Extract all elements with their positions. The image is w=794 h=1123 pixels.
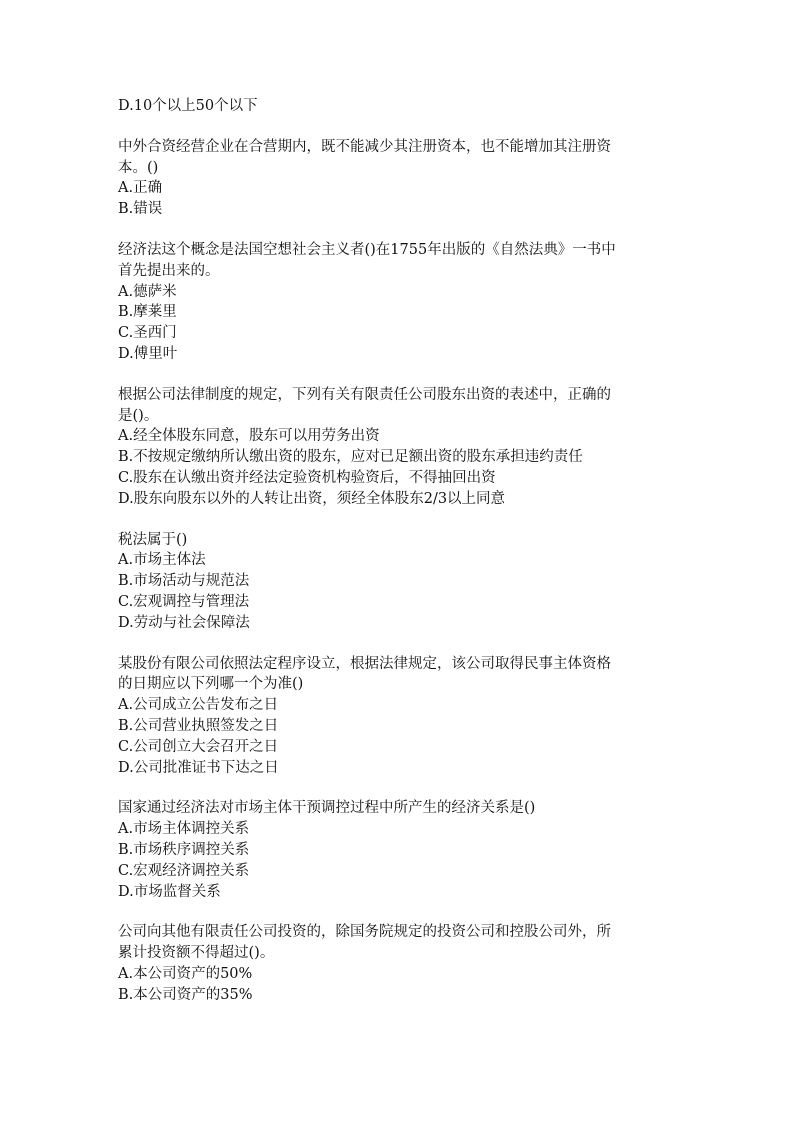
option-a: A.经全体股东同意，股东可以用劳务出资 — [118, 428, 380, 445]
stem-line: 公司向其他有限责任公司投资的，除国务院规定的投资公司和控股公司外，所 — [118, 924, 611, 941]
stem-line: 本。() — [118, 159, 159, 176]
option-d: D.傅里叶 — [118, 345, 178, 362]
stem-line: 根据公司法律制度的规定，下列有关有限责任公司股东出资的表述中，正确的 — [118, 386, 611, 403]
stem-line: 某股份有限公司依照法定程序设立，根据法律规定，该公司取得民事主体资格 — [118, 655, 611, 672]
question-stem — [118, 530, 678, 551]
stem-line: 累计投资额不得超过()。 — [118, 945, 275, 962]
option-c: C.宏观调控与管理法 — [118, 593, 250, 610]
option-b: B.公司营业执照签发之日 — [118, 717, 279, 734]
question-stem — [118, 240, 678, 282]
option-a: A.正确 — [118, 180, 163, 197]
option-a: A.公司成立公告发布之日 — [118, 697, 279, 714]
option-d: D.公司批准证书下达之日 — [118, 759, 279, 776]
question-stem — [118, 922, 678, 964]
question-stem — [118, 654, 678, 696]
option-b: B.本公司资产的35% — [118, 986, 253, 1003]
question-6 — [118, 798, 678, 902]
question-2 — [118, 240, 678, 365]
leading-option: D.10个以上50个以下 — [118, 98, 258, 114]
option-b: B.不按规定缴纳所认缴出资的股东，应对已足额出资的股东承担违约责任 — [118, 449, 583, 466]
question-3 — [118, 385, 678, 510]
stem-line: 是()。 — [118, 407, 159, 424]
stem-line: 税法属于() — [118, 531, 188, 548]
question-1 — [118, 137, 678, 220]
question-stem — [118, 385, 678, 427]
question-stem — [118, 798, 678, 819]
option-b: B.错误 — [118, 201, 163, 218]
stem-line: 首先提出来的。 — [118, 262, 220, 279]
stem-line: 中外合资经营企业在合营期内，既不能减少其注册资本，也不能增加其注册资 — [118, 138, 611, 155]
question-5 — [118, 654, 678, 779]
option-d: D.股东向股东以外的人转让出资，须经全体股东2/3以上同意 — [118, 490, 506, 507]
option-a: A.本公司资产的50% — [118, 965, 253, 982]
option-a: A.市场主体法 — [118, 552, 206, 569]
option-c: C.公司创立大会召开之日 — [118, 738, 279, 755]
option-b: B.市场秩序调控关系 — [118, 841, 250, 858]
question-7 — [118, 922, 678, 1005]
option-c: C.圣西门 — [118, 325, 177, 342]
question-stem — [118, 137, 678, 179]
stem-line: 国家通过经济法对市场主体干预调控过程中所产生的经济关系是() — [118, 800, 536, 817]
option-c: C.宏观经济调控关系 — [118, 862, 250, 879]
document-page — [118, 96, 678, 1025]
stem-line: 的日期应以下列哪一个为准() — [118, 676, 304, 693]
option-b: B.市场活动与规范法 — [118, 573, 250, 590]
option-a: A.市场主体调控关系 — [118, 821, 250, 838]
option-d: D.劳动与社会保障法 — [118, 614, 250, 631]
question-4 — [118, 530, 678, 634]
stem-line: 经济法这个概念是法国空想社会主义者()在1755年出版的《自然法典》一书中 — [118, 241, 616, 258]
option-c: C.股东在认缴出资并经法定验资机构验资后，不得抽回出资 — [118, 469, 496, 486]
option-a: A.德萨米 — [118, 283, 177, 300]
option-d: D.市场监督关系 — [118, 883, 221, 900]
option-b: B.摩莱里 — [118, 304, 177, 321]
